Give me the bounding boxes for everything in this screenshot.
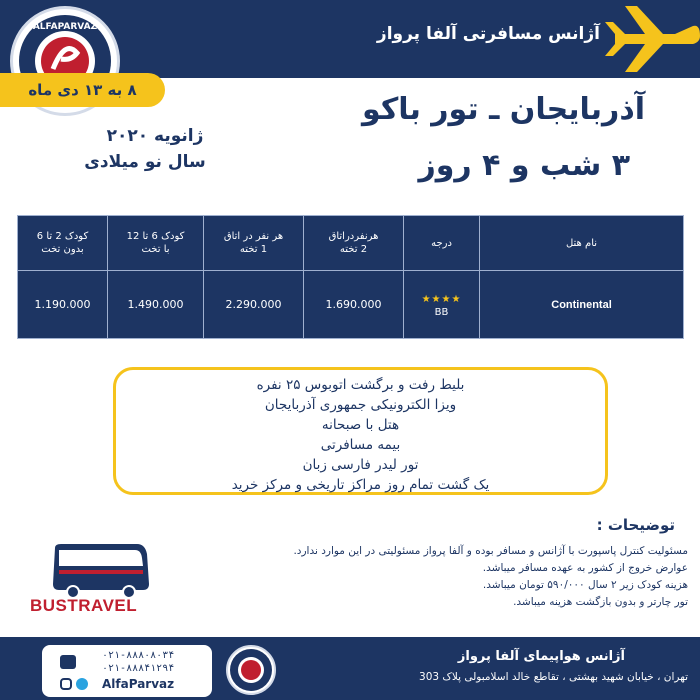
tour-duration: ۳ شب و ۴ روز [418,148,630,183]
header-hotel: نام هتل [480,216,684,271]
price-table [17,215,684,339]
description-item: تور چارتر و بدون بازگشت هزینه میباشد. [513,596,688,608]
contact-box [42,645,212,697]
board-type: BB [434,306,449,318]
tour-title: آذربایجان ـ تور باکو [362,92,645,127]
header-child-nobed-text: کودک 2 تا 6 بدون تخت [36,231,89,256]
airplane-icon [605,4,700,74]
tour-date-label: ژانویه ۲۰۲۰ [106,126,204,146]
service-item: بلیط رفت و برگشت اتوبوس ۲۵ نفره [256,377,465,393]
service-item: تور لیدر فارسی زبان [302,457,419,473]
header-child-bed [108,216,204,271]
header-child-bed-text: کودک 6 تا 12 با تخت [126,231,185,256]
service-item: بیمه مسافرتی [320,437,401,453]
phone-number-2[interactable]: ۰۲۱-۸۸۸۴۱۲۹۴ [102,663,175,674]
table-header-row [18,216,684,271]
bus-travel-logo-text: BUSTRAVEL [30,596,138,615]
logo-ring-text: ALFAPARVAZ [32,22,98,32]
service-item: یک گشت تمام روز مراکز تاریخی و مرکز خرید [231,477,490,493]
date-range-badge: ۸ به ۱۳ دی ماه [0,73,165,107]
header-double-text: هرنفردراتاق 2 تخته [328,231,379,256]
description-item: مسئولیت کنترل پاسپورت با آژانس و مسافر بوده و آلفا پرواز مسئولیتی در این موارد ندارد. [293,545,688,557]
service-item: هتل با صبحانه [321,417,400,433]
social-handle[interactable]: AlfaParvaz [102,677,175,691]
descriptions-title: توضیحات : [596,516,675,534]
cell-double: 1.690.000 [304,271,404,339]
description-item: هزینه کودک زیر ۲ سال ۵۹۰/۰۰۰ تومان میباشد. [482,579,688,591]
phone-number-1[interactable]: ۰۲۱-۸۸۸۰۸۰۳۴ [102,650,175,661]
cell-grade [404,271,480,339]
telegram-icon[interactable] [76,678,88,690]
header-double [304,216,404,271]
table-row [18,271,684,339]
bus-icon [45,540,155,600]
footer-address: تهران ، خیابان شهید بهشتی ، تقاطع خالد اسلامبولی پلاک 303 [419,671,688,683]
services-box [113,367,608,495]
header-single-text: هر نفر در اتاق 1 تخته [223,231,284,256]
description-item: عوارض خروج از کشور به عهده مسافر میباشد. [482,562,688,574]
service-item: ویزا الکترونیکی جمهوری آذربایجان [264,397,457,413]
cell-child-bed: 1.490.000 [108,271,204,339]
phone-icon [60,655,76,669]
footer-logo [226,645,276,695]
header-child-nobed [18,216,108,271]
header-single [204,216,304,271]
new-year-label: سال نو میلادی [84,152,206,172]
star-rating-icon: ★★★★ [421,293,462,305]
instagram-icon[interactable] [60,678,72,690]
cell-single: 2.290.000 [204,271,304,339]
descriptions-list [228,543,688,611]
agency-title: آژانس مسافرتی آلفا پرواز [376,24,600,44]
footer-agency-name: آژانس هواپیمای آلفا پرواز [457,649,625,664]
cell-child-nobed: 1.190.000 [18,271,108,339]
header-grade: درجه [404,216,480,271]
cell-hotel: Continental [480,271,684,339]
